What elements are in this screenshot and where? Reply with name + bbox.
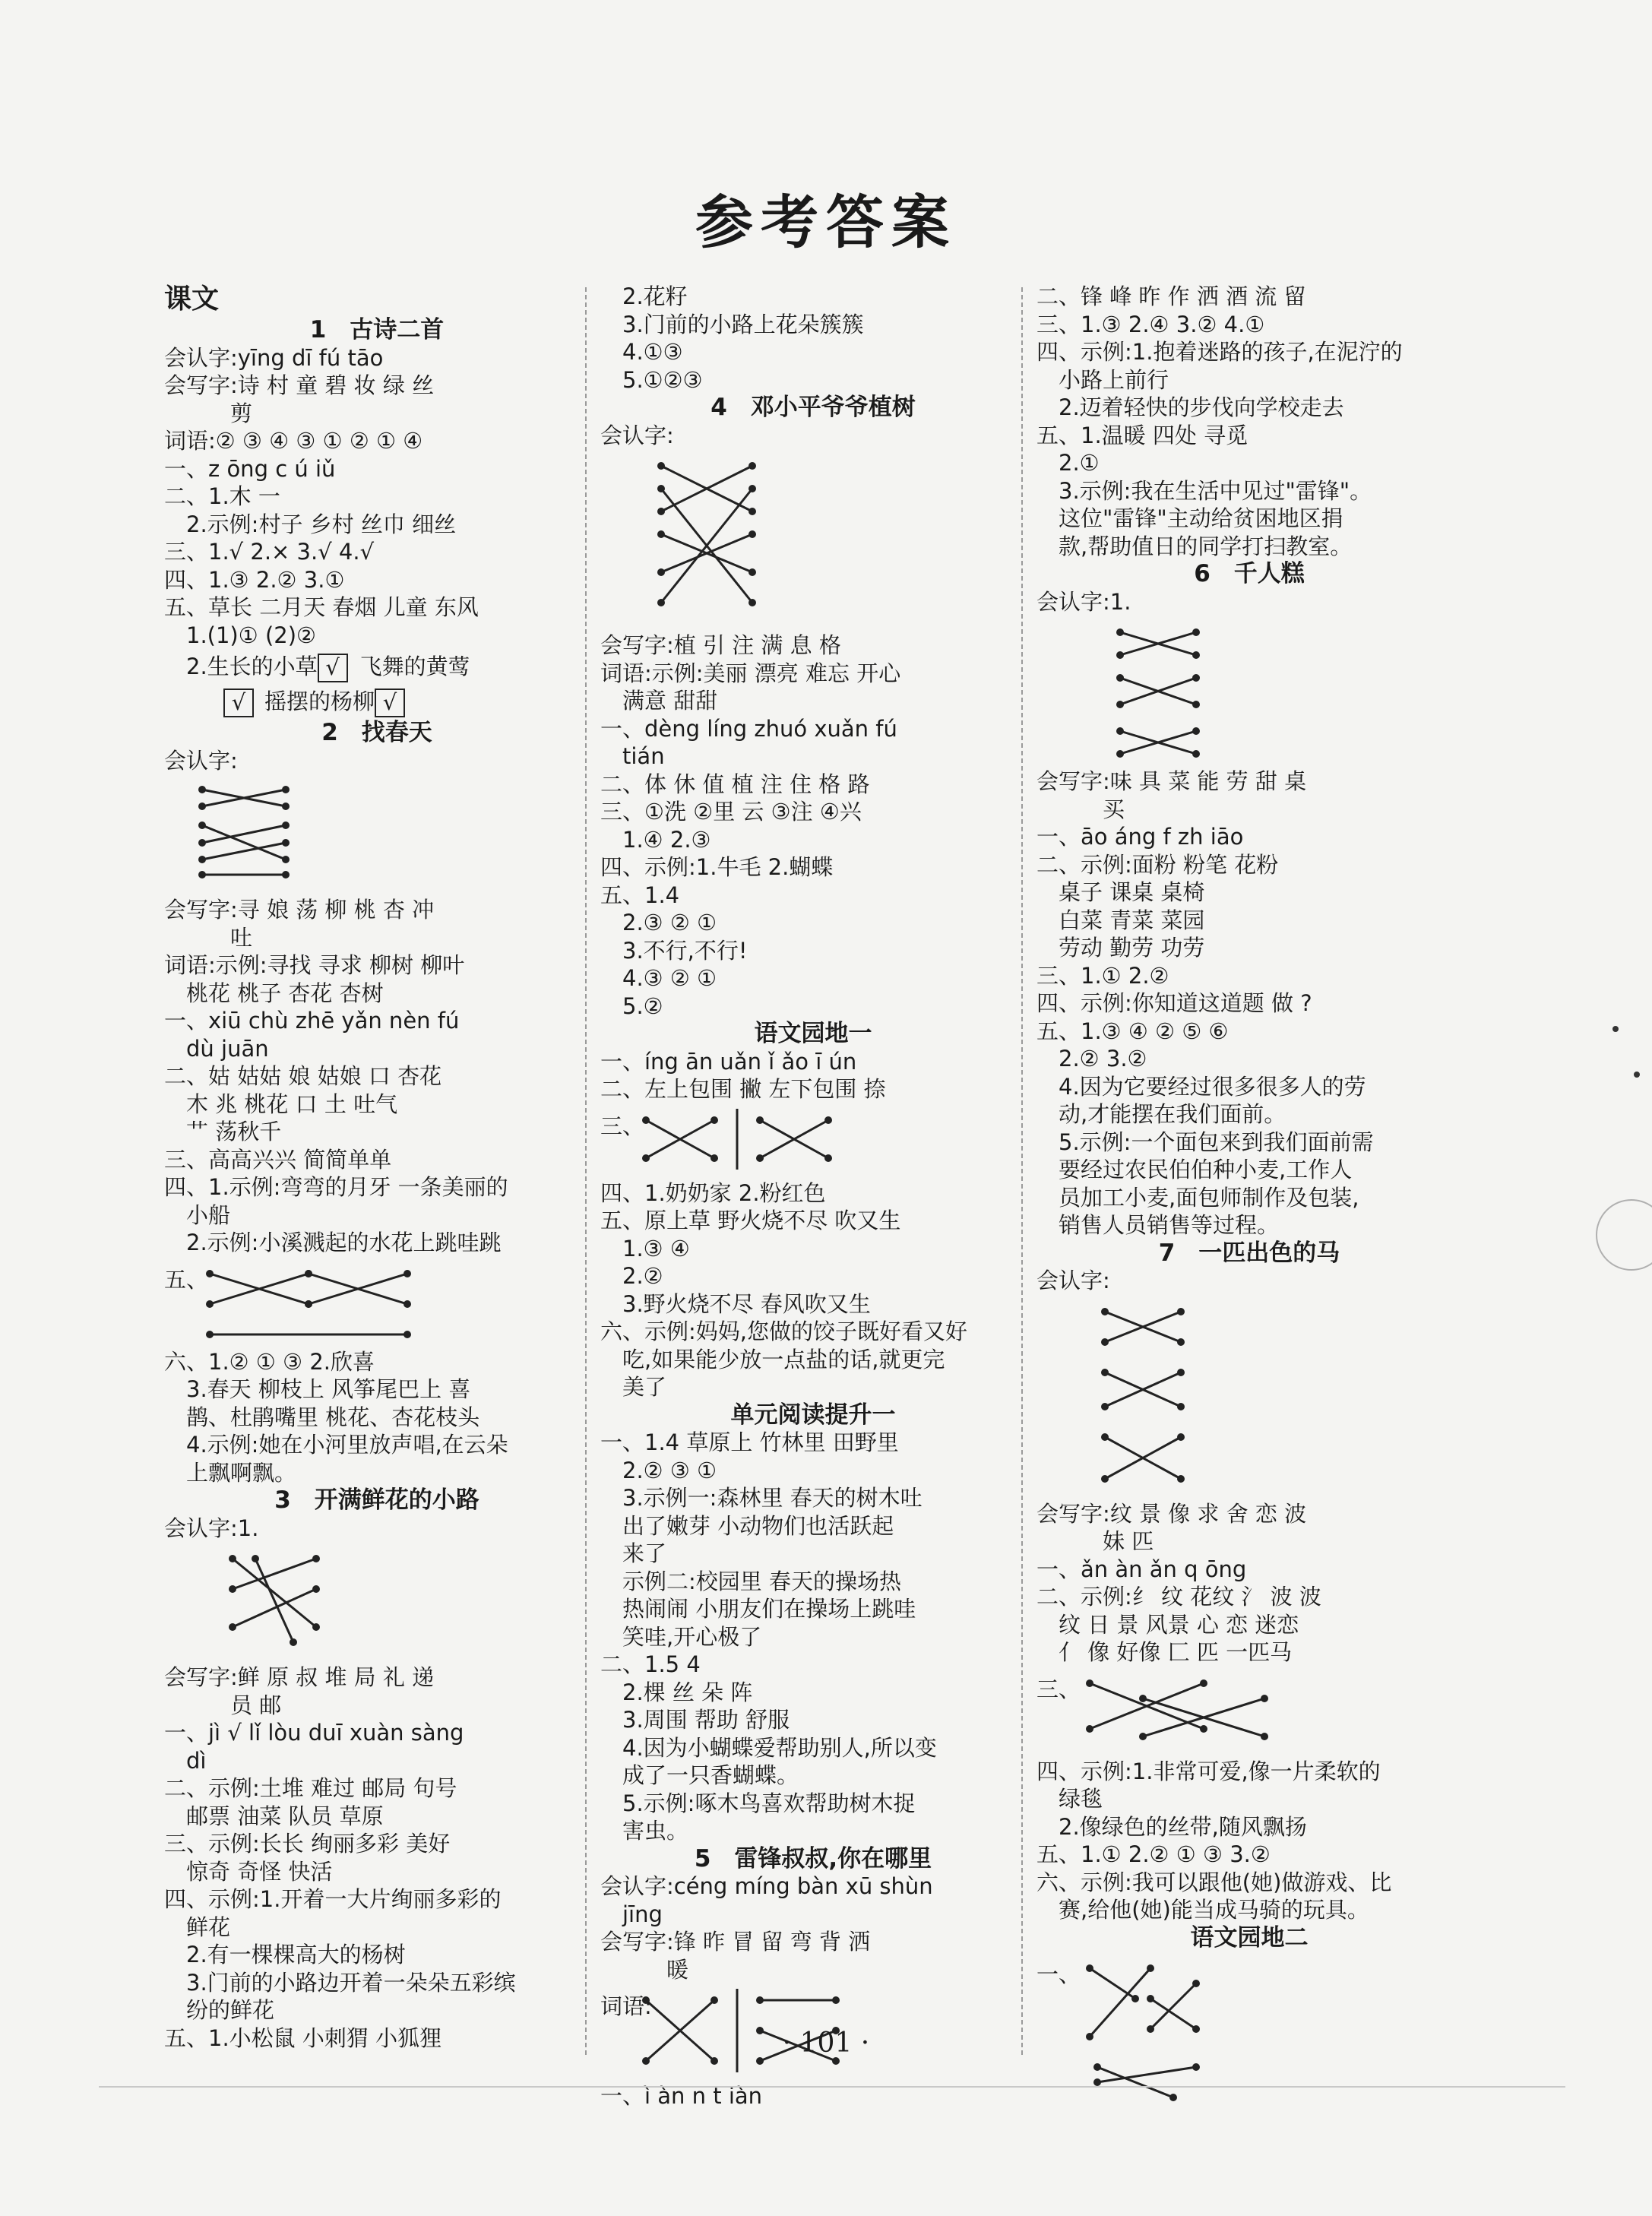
answer-line: 会写字:锋 昨 冒 留 弯 背 洒 [600,1929,871,1955]
answer-line: 买 [1036,796,1125,822]
match-dot [824,1154,832,1162]
answer-line: 二、左上包围 撇 左下包围 捺 [600,1076,886,1102]
match-dot [1147,1995,1154,2002]
match-dot [1139,1695,1147,1702]
match-dot [657,530,665,538]
answer-line: 会认字:1. [164,1515,259,1541]
answer-line: 五、1.小松鼠 小刺猬 小狐狸 [164,2024,442,2051]
answer-line: 二、锋 峰 昨 作 洒 酒 流 留 [1036,283,1306,309]
answer-text: 飞舞的黄莺 [359,654,470,679]
answer-line: 3.周围 帮助 舒服 [600,1707,790,1733]
answer-line: 4.示例:她在小河里放声唱,在云朵 [164,1432,508,1458]
answer-line: 3.示例:我在生活中见过"雷锋"。 [1036,477,1372,504]
match-dot [748,485,756,492]
question-label: 三、 [1036,1676,1081,1702]
answer-line: 五、1.① 2.② ① ③ 3.② [1036,1841,1271,1867]
answer-line: 纷的鲜花 [164,1997,275,2023]
answer-line: 会写字:鲜 原 叔 堆 局 礼 递 [164,1664,435,1690]
answer-line: 惊奇 奇怪 快活 [164,1858,333,1885]
answer-line: 上飘啊飘。 [164,1459,297,1486]
answer-line: dì [164,1747,207,1774]
answer-line: 2.① [1036,450,1100,476]
answer-line: 白菜 青菜 菜园 [1036,907,1205,933]
answer-line: 4.因为它要经过很多很多人的劳 [1036,1073,1366,1100]
match-dot [1192,727,1200,735]
answer-line: 会认字: [1036,1268,1110,1293]
match-dot [282,822,290,829]
column-divider [1021,287,1023,2055]
match-line [1097,2067,1196,2082]
match-dot [1192,651,1200,659]
match-dot [1101,1433,1109,1441]
answer-line: 四、示例:1.牛毛 2.蝴蝶 [600,854,834,880]
answer-line: 三、1.③ 2.④ 3.② 4.① [1036,311,1265,337]
answer-line: 1.(1)① (2)② [164,622,317,648]
answer-line: 热闹闹 小朋友们在操场上跳哇 [600,1596,916,1622]
match-dot [1101,1403,1109,1410]
match-dot [1086,1725,1093,1733]
answer-line: jīng [600,1901,663,1927]
answer-line: 三、①洗 ②里 云 ③注 ④兴 [600,799,862,825]
answer-line: 赛,给他(她)能当成马骑的玩具。 [1036,1897,1369,1923]
answer-line: 2.有一棵棵高大的杨树 [164,1942,406,1967]
lesson-title: 语文园地二 [1190,1923,1309,1952]
match-line [255,1559,293,1642]
answer-line: 1.④ 2.③ [600,826,711,853]
answer-line: 词语:示例:美丽 漂亮 难忘 开心 [600,660,901,686]
answer-line: 四、1.奶奶家 2.粉红色 [600,1179,826,1206]
answer-line: 二、姑 姑姑 娘 姑娘 口 杏花 [164,1063,442,1089]
match-dot [1200,1679,1207,1687]
match-dot [710,1116,718,1124]
answer-line: 二、示例:土堆 难过 邮局 句号 [164,1775,457,1801]
match-dot [312,1555,320,1562]
match-dot [710,1996,718,2004]
match-dot [1177,1475,1185,1483]
match-dot [1200,1725,1207,1733]
match-dot [1147,1964,1154,1972]
match-dot [1116,701,1124,708]
lesson-title: 5 雷锋叔叔,你在哪里 [694,1844,932,1873]
answer-line: dù juān [164,1035,269,1062]
answer-line: 员 邮 [164,1692,282,1718]
match-dot [748,508,756,515]
answer-line: 三、1.① 2.② [1036,962,1169,989]
answer-line: 2.迈着轻快的步伐向学校走去 [1036,394,1344,420]
match-dot [657,599,665,606]
answer-line: 笑哇,开心极了 [600,1623,762,1650]
answer-line: tián [600,743,665,769]
check-box: √ [375,689,405,717]
checkbox-answer-row [164,649,590,684]
match-dot [282,839,290,847]
match-dot [404,1270,411,1277]
match-dot [1086,1679,1093,1687]
answer-line: 5.② [600,992,663,1019]
answer-line: 小船 [164,1201,231,1228]
match-dot [1086,1964,1093,1972]
answer-line: 六、示例:我可以跟他(她)做游戏、比 [1036,1869,1392,1895]
answer-line: 一、1.4 草原上 竹林里 田野里 [600,1429,899,1455]
matching-lines [195,776,331,890]
match-dot [1116,750,1124,758]
match-dot [1116,727,1124,735]
answer-line: 五、1.4 [600,882,680,908]
answer-line: 4.①③ [600,339,683,365]
match-line [202,825,286,859]
answer-line: 2.② ③ ① [600,1457,717,1483]
match-dot [657,485,665,492]
match-dot [1192,628,1200,636]
answer-line: 暖 [600,1956,689,1983]
matching-lines [1090,1296,1226,1494]
answer-line: 四、示例:1.抱着迷路的孩子,在泥泞的 [1036,339,1403,365]
speck [1612,1026,1619,1032]
match-dot [1139,1733,1147,1740]
match-dot [282,786,290,793]
answer-line: 纹 日 景 风景 心 恋 迷恋 [1036,1611,1299,1638]
match-dot [1169,2094,1177,2101]
answer-line: 4.因为小蝴蝶爱帮助别人,所以变 [600,1734,937,1761]
answer-line: 3.春天 柳枝上 风筝尾巴上 喜 [164,1376,471,1402]
matching-diagram [600,1105,1026,1178]
answer-line: 2.棵 丝 朵 阵 [600,1679,753,1705]
answer-line: 2.② 3.② [1036,1046,1147,1072]
answer-line: 吃,如果能少放一点盐的话,就更完 [600,1346,945,1372]
answer-line: 一、ì àn n t iàn [600,2083,763,2109]
answer-line: 会认字: [600,422,674,448]
match-line [233,1589,316,1627]
match-dot [1192,750,1200,758]
match-dot [756,1996,764,2004]
answer-line: 1.③ ④ [600,1235,690,1262]
match-dot [1177,1369,1185,1376]
question-label: 一、 [1036,1961,1081,1987]
lesson-title: 语文园地一 [754,1020,872,1047]
matching-diagram [600,451,1026,630]
match-dot [1101,1475,1109,1483]
matching-diagram [1036,1296,1462,1499]
match-dot [1177,1308,1185,1315]
answer-line: 一、íng ān uǎn ǐ ǎo ī ún [600,1048,857,1075]
matching-lines [195,1258,422,1342]
page-title: 参考答案 [695,188,957,256]
match-line [202,843,286,859]
answer-line: 艹 荡秋千 [164,1119,282,1144]
answer-line: 四、示例:你知道这道题 做 ? [1036,990,1312,1016]
stamp-mark [1596,1199,1652,1271]
lesson-title: 4 邓小平爷爷植树 [710,394,916,421]
answer-line: 2.③ ② ① [600,910,717,935]
match-dot [832,1996,840,2004]
answer-line: 4.③ ② ① [600,965,717,991]
match-dot [282,871,290,878]
section-heading: 课文 [164,283,220,315]
match-dot [1093,2078,1101,2086]
match-dot [198,822,206,829]
answer-line: 一、xiū chù zhē yǎn nèn fú [164,1008,460,1034]
answer-line: 二、示例:面粉 粉笔 花粉 [1036,851,1279,878]
answer-line: 2.像绿色的丝带,随风飘扬 [1036,1813,1307,1840]
answer-line: 剪 [164,400,253,426]
check-box: √ [223,689,254,717]
answer-line: 5.示例:一个面包来到我们面前需 [1036,1129,1374,1155]
question-label: 五、 [164,1266,209,1293]
match-dot [229,1623,236,1631]
answer-line: 二、体 休 值 植 注 住 格 路 [600,771,870,797]
answer-line: 2.花籽 [600,283,688,309]
answer-line: 会写字:植 引 注 满 息 格 [600,632,841,658]
answer-line: 一、ǎn àn ǎn q ōng [1036,1556,1247,1582]
answer-line: 会认字:1. [1036,588,1131,615]
answer-column-1 [164,283,590,2052]
answer-line: 五、原上草 野火烧不尽 吹又生 [600,1208,901,1233]
answer-line: 劳动 勤劳 功劳 [1036,935,1205,961]
lesson-title: 2 找春天 [321,719,432,746]
match-dot [710,1154,718,1162]
match-dot [282,803,290,810]
match-dot [198,803,206,810]
match-dot [756,1154,764,1162]
column-divider [585,287,587,2055]
answer-line: 美了 [600,1374,667,1400]
match-dot [657,462,665,470]
match-dot [404,1300,411,1308]
matching-diagram [164,1543,590,1662]
match-dot [290,1638,297,1646]
lesson-title: 6 千人糕 [1194,560,1305,587]
answer-line: 二、1.5 4 [600,1651,701,1677]
answer-line: 四、示例:1.开着一大片绚丽多彩的 [164,1886,502,1912]
answer-line: 五、1.温暖 四处 寻觅 [1036,422,1248,448]
matching-lines [1105,617,1257,761]
footer-rule [99,2086,1565,2088]
answer-column-3 [1036,283,1462,2111]
answer-line: 3.门前的小路上花朵簇簇 [600,311,864,337]
answer-line: 妹 匹 [1036,1528,1154,1554]
match-dot [206,1331,214,1338]
match-dot [1192,1980,1200,1987]
answer-line: 3.不行,不行! [600,937,748,964]
check-box: √ [318,654,348,682]
answer-line: 来了 [600,1540,667,1566]
answer-line: 一、z ōng c ú iǔ [164,455,336,482]
match-dot [1177,1433,1185,1441]
match-dot [657,508,665,515]
answer-line: 三、高高兴兴 简简单单 [164,1146,392,1173]
match-dot [198,786,206,793]
match-dot [657,568,665,576]
answer-line: 示例二:校园里 春天的操场热 [600,1568,901,1594]
match-dot [748,462,756,470]
match-dot [1101,1308,1109,1315]
answer-line: 这位"雷锋"主动给贫困地区捐 [1036,505,1343,531]
answer-line: 鹊、杜鹃嘴里 桃花、杏花枝头 [164,1404,480,1430]
answer-line: 木 兆 桃花 口 土 吐气 [164,1091,398,1117]
answer-line: 三、示例:长长 绚丽多彩 美好 [164,1831,451,1857]
answer-line: 四、1.示例:弯弯的月牙 一条美丽的 [164,1174,508,1200]
match-dot [1116,628,1124,636]
answer-line: 销售人员销售等过程。 [1036,1212,1280,1238]
lesson-title: 3 开满鲜花的小路 [274,1486,479,1514]
match-dot [1131,1995,1139,2002]
match-dot [748,530,756,538]
match-dot [198,839,206,847]
question-label: 三、 [600,1113,645,1139]
answer-column-2 [600,283,1026,2110]
answer-line: 词语:示例:寻找 寻求 柳树 柳叶 [164,952,465,978]
match-dot [1177,1338,1185,1346]
match-dot [1093,2063,1101,2071]
match-dot [824,1116,832,1124]
answer-line: 会认字:céng míng bàn xū shùn [600,1873,933,1899]
lesson-title: 单元阅读提升一 [730,1401,896,1429]
answer-line: 吐 [164,924,253,951]
answer-line: 3.示例一:森林里 春天的树木吐 [600,1485,923,1511]
answer-line: 二、示例:纟 纹 花纹 氵 波 波 [1036,1584,1321,1610]
answer-line: 要经过农民伯伯种小麦,工作人 [1036,1157,1353,1182]
lesson-title: 1 古诗二首 [309,316,445,343]
answer-line: 一、jì √ lǐ lòu duī xuàn sàng [164,1720,464,1746]
matching-diagram [164,1258,590,1347]
matching-lines [646,451,813,625]
match-line [1150,1999,1196,2029]
match-dot [1192,674,1200,682]
match-dot [312,1585,320,1593]
answer-line: 出了嫩芽 小动物们也活跃起 [600,1512,894,1539]
match-dot [1101,1338,1109,1346]
match-line [233,1559,316,1589]
answer-line: 3.野火烧不尽 春风吹又生 [600,1290,871,1317]
answer-line: 三、1.√ 2.× 3.√ 4.√ [164,539,375,565]
answer-line: 四、1.③ 2.② 3.① [164,566,345,593]
answer-line: 会认字: [164,747,238,774]
match-dot [756,1116,764,1124]
match-dot [1261,1733,1268,1740]
match-line [1090,1968,1150,2037]
matching-diagram [1036,1668,1462,1756]
answer-line: 一、āo áng f zh iāo [1036,824,1244,850]
answer-line: 词语:② ③ ④ ③ ① ② ① ④ [164,428,423,454]
answer-line: 六、1.② ① ③ 2.欣喜 [164,1348,375,1375]
match-dot [1116,674,1124,682]
match-dot [1261,1695,1268,1702]
match-dot [1192,2063,1200,2071]
answer-line: 一、dèng líng zhuó xuǎn fú [600,715,897,742]
match-dot [305,1300,312,1308]
match-line [233,1559,316,1627]
answer-line: 小路上前行 [1036,366,1169,393]
match-dot [312,1623,320,1631]
answer-text: 2.生长的小草 [164,654,318,679]
matching-lines [631,1105,859,1173]
answer-line: 3.门前的小路边开着一朵朵五彩缤 [164,1969,516,1996]
answer-line: 二、1.木 一 [164,483,280,509]
answer-line: 四、示例:1.非常可爱,像一片柔软的 [1036,1758,1381,1784]
match-dot [198,856,206,863]
answer-line: 2.② [600,1263,663,1289]
match-dot [1192,701,1200,708]
answer-line: 五、1.③ ④ ② ⑤ ⑥ [1036,1018,1229,1044]
matching-lines [225,1543,362,1657]
answer-line: 会认字:yīng dī fú tāo [164,344,384,371]
match-dot [748,599,756,606]
checkbox-answer-row [164,684,590,719]
speck [1634,1072,1640,1078]
answer-line: 2.示例:村子 乡村 丝巾 细丝 [164,511,457,537]
match-dot [1101,1369,1109,1376]
answer-line: 邮票 油菜 队员 草原 [164,1803,384,1829]
answer-line: 成了一只香蝴蝶。 [600,1762,799,1788]
question-label: 词语: [600,1993,652,2019]
match-dot [404,1331,411,1338]
match-dot [229,1585,236,1593]
match-dot [748,568,756,576]
match-line [202,825,286,843]
answer-line: 款,帮助值日的同学打扫教室。 [1036,533,1353,559]
answer-line: 5.①②③ [600,366,703,393]
answer-line: 会写字:寻 娘 荡 柳 桃 杏 冲 [164,897,435,923]
answer-line: 满意 甜甜 [600,688,718,714]
page-number: · 101 · [782,2028,870,2059]
match-dot [1116,651,1124,659]
answer-text: 摇摆的杨柳 [264,689,375,714]
matching-diagram [1036,617,1462,766]
answer-line: 亻 像 好像 匚 匹 一匹马 [1036,1639,1293,1665]
answer-line: 害虫。 [600,1818,689,1844]
answer-line: 桃花 桃子 杏花 杏树 [164,980,384,1006]
answer-line: 员加工小麦,面包师制作及包装, [1036,1184,1359,1211]
match-dot [305,1270,312,1277]
answer-line: 绿毯 [1036,1786,1103,1812]
match-dot [229,1555,236,1562]
lesson-title: 7 一匹出色的马 [1158,1239,1340,1267]
answer-line: 桌子 课桌 桌椅 [1036,879,1205,905]
match-dot [198,871,206,878]
answer-line: 五、草长 二月天 春烟 儿童 东风 [164,594,479,620]
match-dot [252,1555,259,1562]
matching-lines [1067,1668,1295,1752]
answer-line: 2.示例:小溪溅起的水花上跳哇跳 [164,1230,502,1255]
match-dot [282,856,290,863]
matching-diagram [164,776,590,894]
answer-line: 动,才能摆在我们面前。 [1036,1101,1286,1127]
answer-line: 会写字:诗 村 童 碧 妆 绿 丝 [164,372,435,398]
answer-line: 会写字:味 具 菜 能 劳 甜 桌 [1036,768,1307,794]
answer-line: 六、示例:妈妈,您做的饺子既好看又好 [600,1319,967,1344]
match-dot [206,1300,214,1308]
answer-line: 鲜花 [164,1914,231,1940]
match-dot [1177,1403,1185,1410]
answer-line: 5.示例:啄木鸟喜欢帮助树木捉 [600,1790,916,1816]
answer-line: 会写字:纹 景 像 求 舍 恋 波 [1036,1500,1307,1527]
match-dot [642,1154,650,1162]
match-line [1150,1983,1196,2029]
